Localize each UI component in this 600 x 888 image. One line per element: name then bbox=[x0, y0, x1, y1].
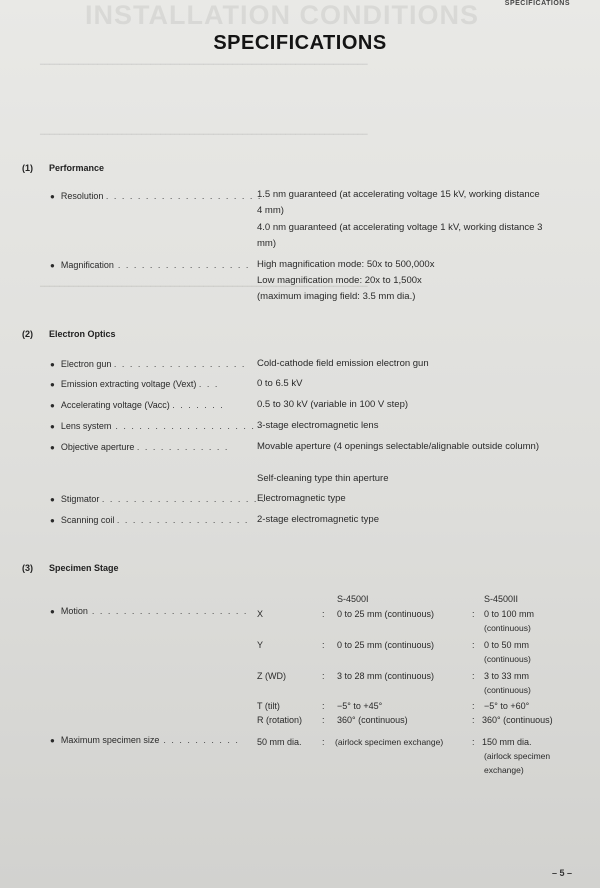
axis-value-model-b-note: (continuous) bbox=[484, 685, 531, 695]
table-separator: : bbox=[322, 671, 325, 681]
leader-dots: . . . . . . . . . . . . . . . . . bbox=[113, 359, 246, 369]
axis-value-model-b-note: (continuous) bbox=[484, 623, 531, 633]
axis-value-model-a: −5° to +45° bbox=[337, 701, 383, 711]
spec-value: 0 to 6.5 kV bbox=[257, 378, 303, 389]
axis-value-model-a: 0 to 25 mm (continuous) bbox=[337, 640, 435, 650]
spec-value: 3-stage electromagnetic lens bbox=[257, 420, 379, 431]
section-heading-performance bbox=[22, 163, 104, 173]
leader-dots: . . . . . . . . . . . . . . . . . . . . . bbox=[101, 494, 266, 504]
axis-value-model-b-note: (continuous) bbox=[484, 654, 531, 664]
leader-dots: . . . . . . . . . . . . bbox=[136, 442, 229, 452]
bullet-icon: ● bbox=[50, 443, 55, 452]
spec-item-max-specimen-size bbox=[50, 735, 239, 745]
leader-dots: . . . . . . . bbox=[172, 400, 225, 410]
spec-item-objective-aperture bbox=[50, 442, 229, 452]
section-number: (1) bbox=[22, 163, 33, 173]
axis-label: T (tilt) bbox=[257, 701, 280, 711]
spec-value: 4.0 nm guaranteed (at accelerating voltage 1 kV, working distance 3 mm) bbox=[257, 222, 543, 249]
leader-dots: . . . bbox=[198, 379, 219, 389]
table-separator: : bbox=[472, 701, 475, 711]
section-title: Specimen Stage bbox=[49, 563, 119, 573]
spec-item-resolution bbox=[50, 191, 262, 201]
spec-value: Electromagnetic type bbox=[257, 493, 346, 504]
axis-label: Y bbox=[257, 640, 264, 650]
max-size-model-b-note: exchange) bbox=[484, 765, 524, 775]
leader-dots: . . . . . . . . . . . . . . . . . bbox=[116, 515, 249, 525]
section-heading-electron-optics bbox=[22, 329, 116, 339]
axis-value-model-b: 3 to 33 mm bbox=[484, 671, 530, 681]
bleed-through-text: ━━━━━━━━━━━━━━━━━━━━━━━━━━━━━━━━━━━━━━━━━━━━━━━━━━━━━━━━━━━━━━━━━━━━ bbox=[40, 282, 368, 291]
leader-dots: . . . . . . . . . . . . . . . . . . . . bbox=[87, 606, 248, 616]
bullet-icon: ● bbox=[50, 192, 55, 201]
spec-label: Objective aperture bbox=[60, 442, 135, 452]
section-number: (3) bbox=[22, 563, 33, 573]
leader-dots: . . . . . . . . . . . . . . . . . bbox=[113, 260, 250, 270]
spec-label: Emission extracting voltage (Vext) bbox=[60, 379, 197, 389]
spec-item-lens-system bbox=[50, 421, 255, 431]
spec-item-electron-gun bbox=[50, 359, 246, 369]
table-separator: : bbox=[322, 737, 325, 747]
bullet-icon: ● bbox=[50, 380, 55, 389]
spec-label: Accelerating voltage (Vacc) bbox=[60, 400, 170, 410]
running-header: SPECIFICATIONS bbox=[504, 0, 570, 7]
axis-label: R (rotation) bbox=[257, 715, 303, 725]
spec-item-scanning-coil bbox=[50, 515, 249, 525]
bleed-through-text: ━━━━━━━━━━━━━━━━━━━━━━━━━━━━━━━━━━━━━━━━━━━━━━━━━━━━━━━━━━━━━━━━━━━━ bbox=[40, 130, 368, 139]
page-title: SPECIFICATIONS bbox=[213, 32, 387, 54]
table-header-model-b: S-4500II bbox=[484, 594, 519, 604]
spec-label: Lens system bbox=[60, 421, 112, 431]
section-number: (2) bbox=[22, 329, 33, 339]
table-separator: : bbox=[472, 737, 475, 747]
spec-value: 1.5 nm guaranteed (at accelerating voltage 15 kV, working distance 4 mm) bbox=[257, 189, 540, 216]
axis-value-model-b: −5° to +60° bbox=[484, 701, 530, 711]
spec-value: Cold-cathode field emission electron gun bbox=[257, 358, 429, 369]
spec-value: 2-stage electromagnetic type bbox=[257, 514, 379, 525]
spec-value: Self-cleaning type thin aperture bbox=[257, 473, 389, 484]
bullet-icon: ● bbox=[50, 607, 55, 616]
bullet-icon: ● bbox=[50, 516, 55, 525]
axis-value-model-b: 360° (continuous) bbox=[482, 715, 553, 725]
section-title: Electron Optics bbox=[49, 329, 116, 339]
table-separator: : bbox=[472, 640, 475, 650]
max-size-model-a: 50 mm dia. bbox=[257, 737, 302, 747]
spec-label: Magnification bbox=[60, 260, 114, 270]
leader-dots: . . . . . . . . . . . . . . . . . . bbox=[111, 421, 256, 431]
table-separator: : bbox=[322, 609, 325, 619]
bleed-through-title: INSTALLATION CONDITIONS bbox=[85, 0, 479, 30]
spec-item-stigmator bbox=[50, 494, 266, 504]
table-separator: : bbox=[322, 640, 325, 650]
axis-value-model-a: 3 to 28 mm (continuous) bbox=[337, 671, 435, 681]
spec-label: Electron gun bbox=[60, 359, 112, 369]
leader-dots: . . . . . . . . . . . . . . . . . . . . bbox=[105, 191, 262, 201]
spec-label: Maximum specimen size bbox=[60, 735, 160, 745]
bullet-icon: ● bbox=[50, 261, 55, 270]
axis-value-model-b: 0 to 100 mm bbox=[484, 609, 535, 619]
table-header-model-a: S-4500I bbox=[337, 594, 369, 604]
table-separator: : bbox=[472, 715, 475, 725]
axis-value-model-b: 0 to 50 mm bbox=[484, 640, 530, 650]
spec-value: Movable aperture (4 openings selectable/alignable outside column) bbox=[257, 441, 540, 452]
bleed-through-text: ━━━━━━━━━━━━━━━━━━━━━━━━━━━━━━━━━━━━━━━━━━━━━━━━━━━━━━━━━━━━━━━━━━━━ bbox=[40, 60, 368, 69]
max-size-model-b-note: (airlock specimen bbox=[484, 751, 551, 761]
axis-value-model-a: 0 to 25 mm (continuous) bbox=[337, 609, 435, 619]
spec-label: Resolution bbox=[60, 191, 104, 201]
spec-item-accelerating-voltage bbox=[50, 400, 224, 410]
spec-value: High magnification mode: 50x to 500,000x bbox=[257, 259, 435, 270]
spec-item-motion bbox=[50, 606, 248, 616]
axis-label: Z (WD) bbox=[257, 671, 286, 681]
spec-item-magnification bbox=[50, 260, 250, 270]
table-separator: : bbox=[322, 701, 325, 711]
axis-value-model-a: 360° (continuous) bbox=[337, 715, 408, 725]
page-number: – 5 – bbox=[551, 868, 572, 878]
axis-label: X bbox=[257, 609, 264, 619]
bullet-icon: ● bbox=[50, 736, 55, 745]
spec-value: Low magnification mode: 20x to 1,500x bbox=[257, 275, 422, 286]
spec-label: Stigmator bbox=[60, 494, 100, 504]
section-title: Performance bbox=[49, 163, 105, 173]
spec-label: Scanning coil bbox=[60, 515, 115, 525]
max-size-model-a-note: (airlock specimen exchange) bbox=[335, 737, 444, 747]
table-separator: : bbox=[472, 609, 475, 619]
bullet-icon: ● bbox=[50, 401, 55, 410]
spec-label: Motion bbox=[60, 606, 88, 616]
max-size-model-b: 150 mm dia. bbox=[482, 737, 532, 747]
bullet-icon: ● bbox=[50, 360, 55, 369]
table-separator: : bbox=[472, 671, 475, 681]
table-separator: : bbox=[322, 715, 325, 725]
leader-dots: . . . . . . . . . . bbox=[159, 735, 240, 745]
section-heading-specimen-stage bbox=[22, 563, 119, 573]
spec-value: (maximum imaging field: 3.5 mm dia.) bbox=[257, 291, 416, 302]
bullet-icon: ● bbox=[50, 422, 55, 431]
spec-item-emission-voltage bbox=[50, 379, 219, 389]
bullet-icon: ● bbox=[50, 495, 55, 504]
spec-value: 0.5 to 30 kV (variable in 100 V step) bbox=[257, 399, 409, 410]
